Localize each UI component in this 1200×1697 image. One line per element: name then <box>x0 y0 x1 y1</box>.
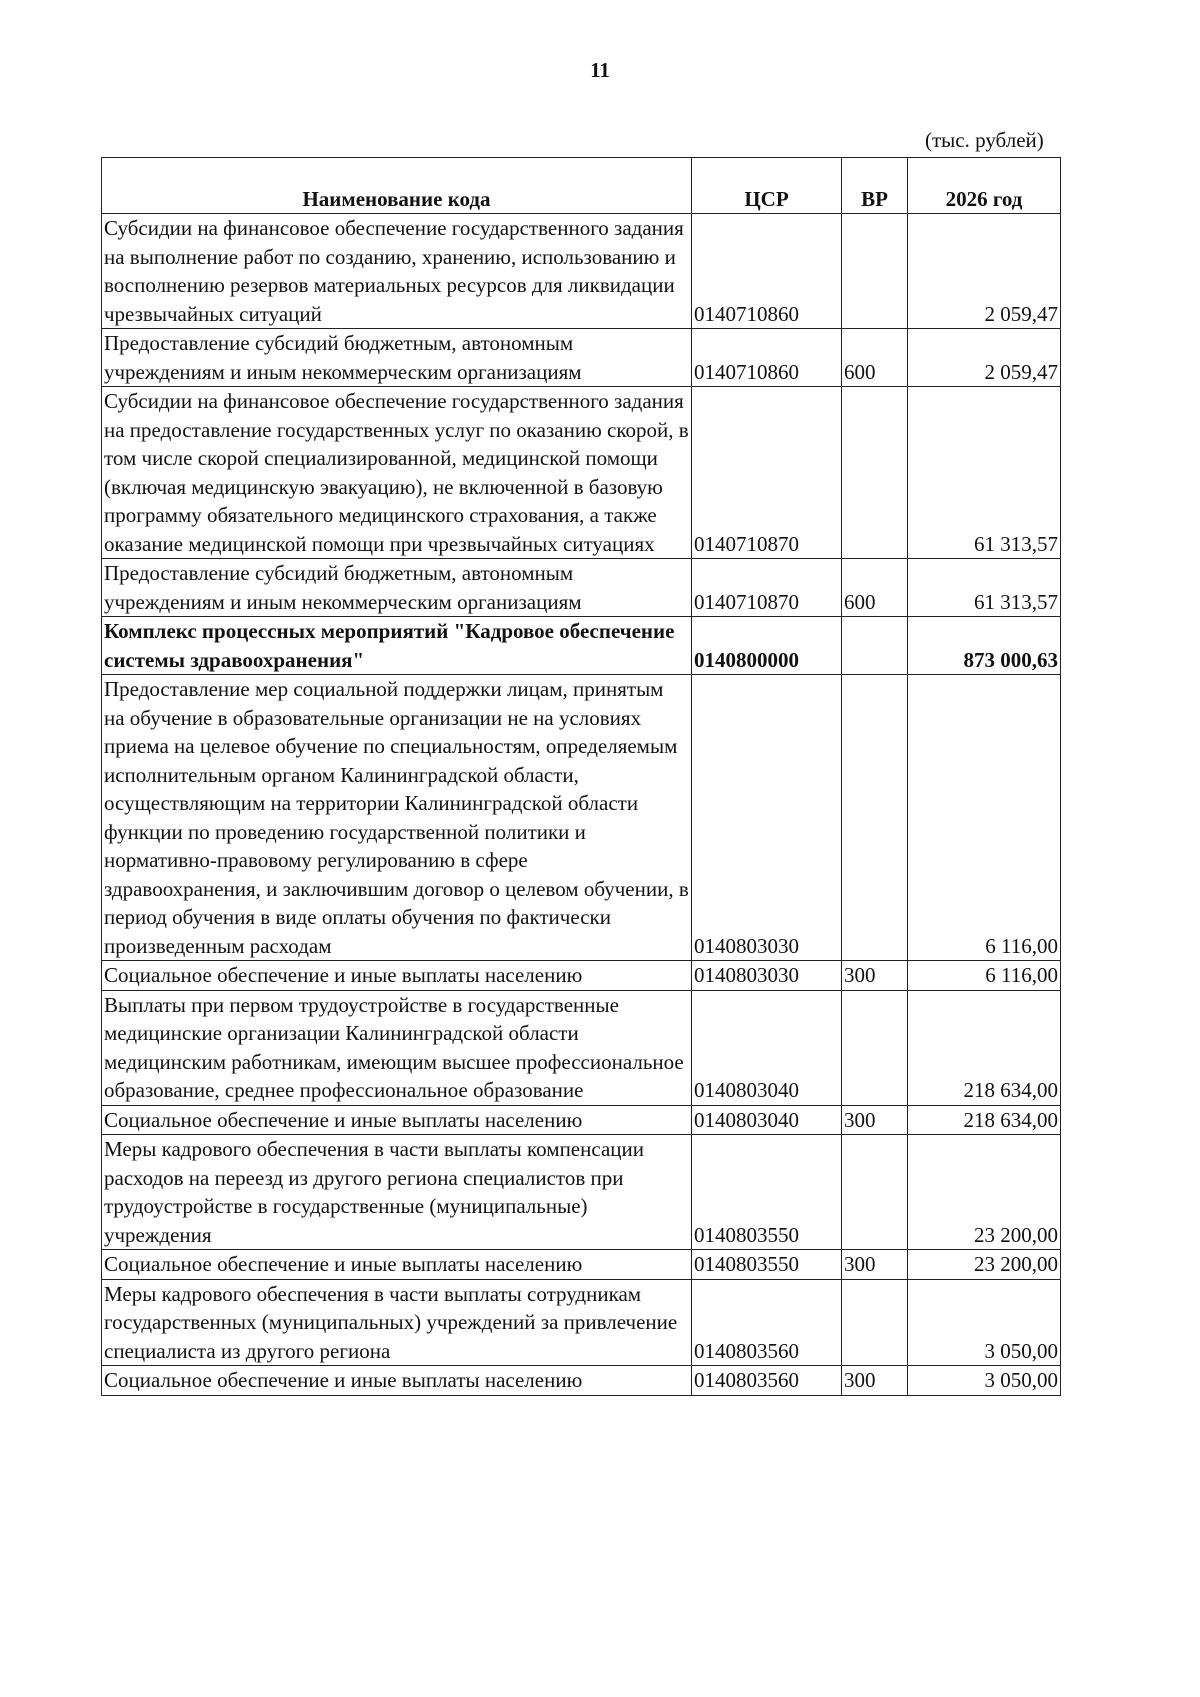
table-row <box>102 1250 1061 1280</box>
header-name: Наименование кода <box>102 158 692 214</box>
row-name-cell: Выплаты при первом трудоустройстве в государственные медицинские организации Калининградской области медицинским работникам, имеющим высшее профессиональное образование, среднее профессиональное образование <box>102 990 692 1105</box>
row-csr-cell: 0140803550 <box>692 1135 842 1250</box>
table-row <box>102 1279 1061 1366</box>
row-csr-cell: 0140803550 <box>692 1250 842 1280</box>
table-header-row <box>102 158 1061 214</box>
row-csr-cell: 0140710870 <box>692 559 842 617</box>
table-row <box>102 617 1061 675</box>
row-amount-cell: 2 059,47 <box>908 329 1061 387</box>
row-csr-cell: 0140800000 <box>692 617 842 675</box>
row-vr-cell: 300 <box>842 1250 908 1280</box>
budget-table <box>101 157 1061 1396</box>
row-amount-cell: 23 200,00 <box>908 1250 1061 1280</box>
row-vr-cell: 300 <box>842 961 908 991</box>
row-name-cell: Предоставление субсидий бюджетным, автономным учреждениям и иным некоммерческим организациям <box>102 559 692 617</box>
row-csr-cell: 0140803560 <box>692 1279 842 1366</box>
row-csr-cell: 0140803030 <box>692 961 842 991</box>
row-csr-cell: 0140803040 <box>692 990 842 1105</box>
row-csr-cell: 0140710860 <box>692 329 842 387</box>
row-vr-cell: 600 <box>842 329 908 387</box>
row-amount-cell: 3 050,00 <box>908 1279 1061 1366</box>
row-csr-cell: 0140710870 <box>692 387 842 559</box>
row-name-cell: Социальное обеспечение и иные выплаты населению <box>102 1366 692 1396</box>
row-name-cell: Социальное обеспечение и иные выплаты населению <box>102 1105 692 1135</box>
row-name-cell: Социальное обеспечение и иные выплаты населению <box>102 961 692 991</box>
row-name-cell: Субсидии на финансовое обеспечение государственного задания на предоставление государственных услуг по оказанию скорой, в том числе скорой специализированной, медицинской помощи (включая медицинскую эвакуацию), не включенной в базовую программу обязательного медицинского страхования, а также оказание медицинской помощи при чрезвычайных ситуациях <box>102 387 692 559</box>
row-amount-cell: 2 059,47 <box>908 214 1061 329</box>
row-amount-cell: 6 116,00 <box>908 675 1061 961</box>
row-amount-cell: 23 200,00 <box>908 1135 1061 1250</box>
row-csr-cell: 0140803560 <box>692 1366 842 1396</box>
header-csr: ЦСР <box>692 158 842 214</box>
row-vr-cell: 600 <box>842 559 908 617</box>
row-vr-cell <box>842 675 908 961</box>
page-number: 11 <box>590 58 610 82</box>
row-csr-cell: 0140803040 <box>692 1105 842 1135</box>
row-vr-cell <box>842 387 908 559</box>
row-vr-cell <box>842 1135 908 1250</box>
table-row <box>102 214 1061 329</box>
row-amount-cell: 3 050,00 <box>908 1366 1061 1396</box>
table-row <box>102 990 1061 1105</box>
row-name-cell: Предоставление субсидий бюджетным, автономным учреждениям и иным некоммерческим организациям <box>102 329 692 387</box>
row-name-cell: Социальное обеспечение и иные выплаты населению <box>102 1250 692 1280</box>
row-name-cell: Предоставление мер социальной поддержки лицам, принятым на обучение в образовательные организации не на условиях приема на целевое обучение по специальностям, определяемым исполнительным органом Калининградской области, осуществляющим на территории Калининградской области функции по проведению государственной политики и нормативно-правовому регулированию в сфере здравоохранения, и заключившим договор о целевом обучении, в период обучения в виде оплаты обучения по фактически произведенным расходам <box>102 675 692 961</box>
row-amount-cell: 218 634,00 <box>908 1105 1061 1135</box>
row-amount-cell: 873 000,63 <box>908 617 1061 675</box>
table-body <box>102 214 1061 1396</box>
row-amount-cell: 61 313,57 <box>908 387 1061 559</box>
row-vr-cell <box>842 990 908 1105</box>
row-amount-cell: 61 313,57 <box>908 559 1061 617</box>
header-vr: ВР <box>842 158 908 214</box>
table-row <box>102 1366 1061 1396</box>
header-year: 2026 год <box>908 158 1061 214</box>
table-row <box>102 1105 1061 1135</box>
row-name-cell: Субсидии на финансовое обеспечение государственного задания на выполнение работ по созданию, хранению, использованию и восполнению резервов материальных ресурсов для ликвидации чрезвычайных ситуаций <box>102 214 692 329</box>
units-label: (тыс. рублей) <box>925 128 1044 152</box>
table-row <box>102 675 1061 961</box>
row-vr-cell <box>842 214 908 329</box>
table-row <box>102 1135 1061 1250</box>
row-vr-cell <box>842 617 908 675</box>
row-vr-cell: 300 <box>842 1366 908 1396</box>
table-row <box>102 387 1061 559</box>
row-name-cell: Меры кадрового обеспечения в части выплаты компенсации расходов на переезд из другого региона специалистов при трудоустройстве в государственные (муниципальные) учреждения <box>102 1135 692 1250</box>
row-csr-cell: 0140803030 <box>692 675 842 961</box>
row-amount-cell: 218 634,00 <box>908 990 1061 1105</box>
row-name-cell: Комплекс процессных мероприятий "Кадровое обеспечение системы здравоохранения" <box>102 617 692 675</box>
table-row <box>102 961 1061 991</box>
table-row <box>102 329 1061 387</box>
row-amount-cell: 6 116,00 <box>908 961 1061 991</box>
row-vr-cell <box>842 1279 908 1366</box>
row-csr-cell: 0140710860 <box>692 214 842 329</box>
row-name-cell: Меры кадрового обеспечения в части выплаты сотрудникам государственных (муниципальных) учреждений за привлечение специалиста из другого региона <box>102 1279 692 1366</box>
table-row <box>102 559 1061 617</box>
row-vr-cell: 300 <box>842 1105 908 1135</box>
